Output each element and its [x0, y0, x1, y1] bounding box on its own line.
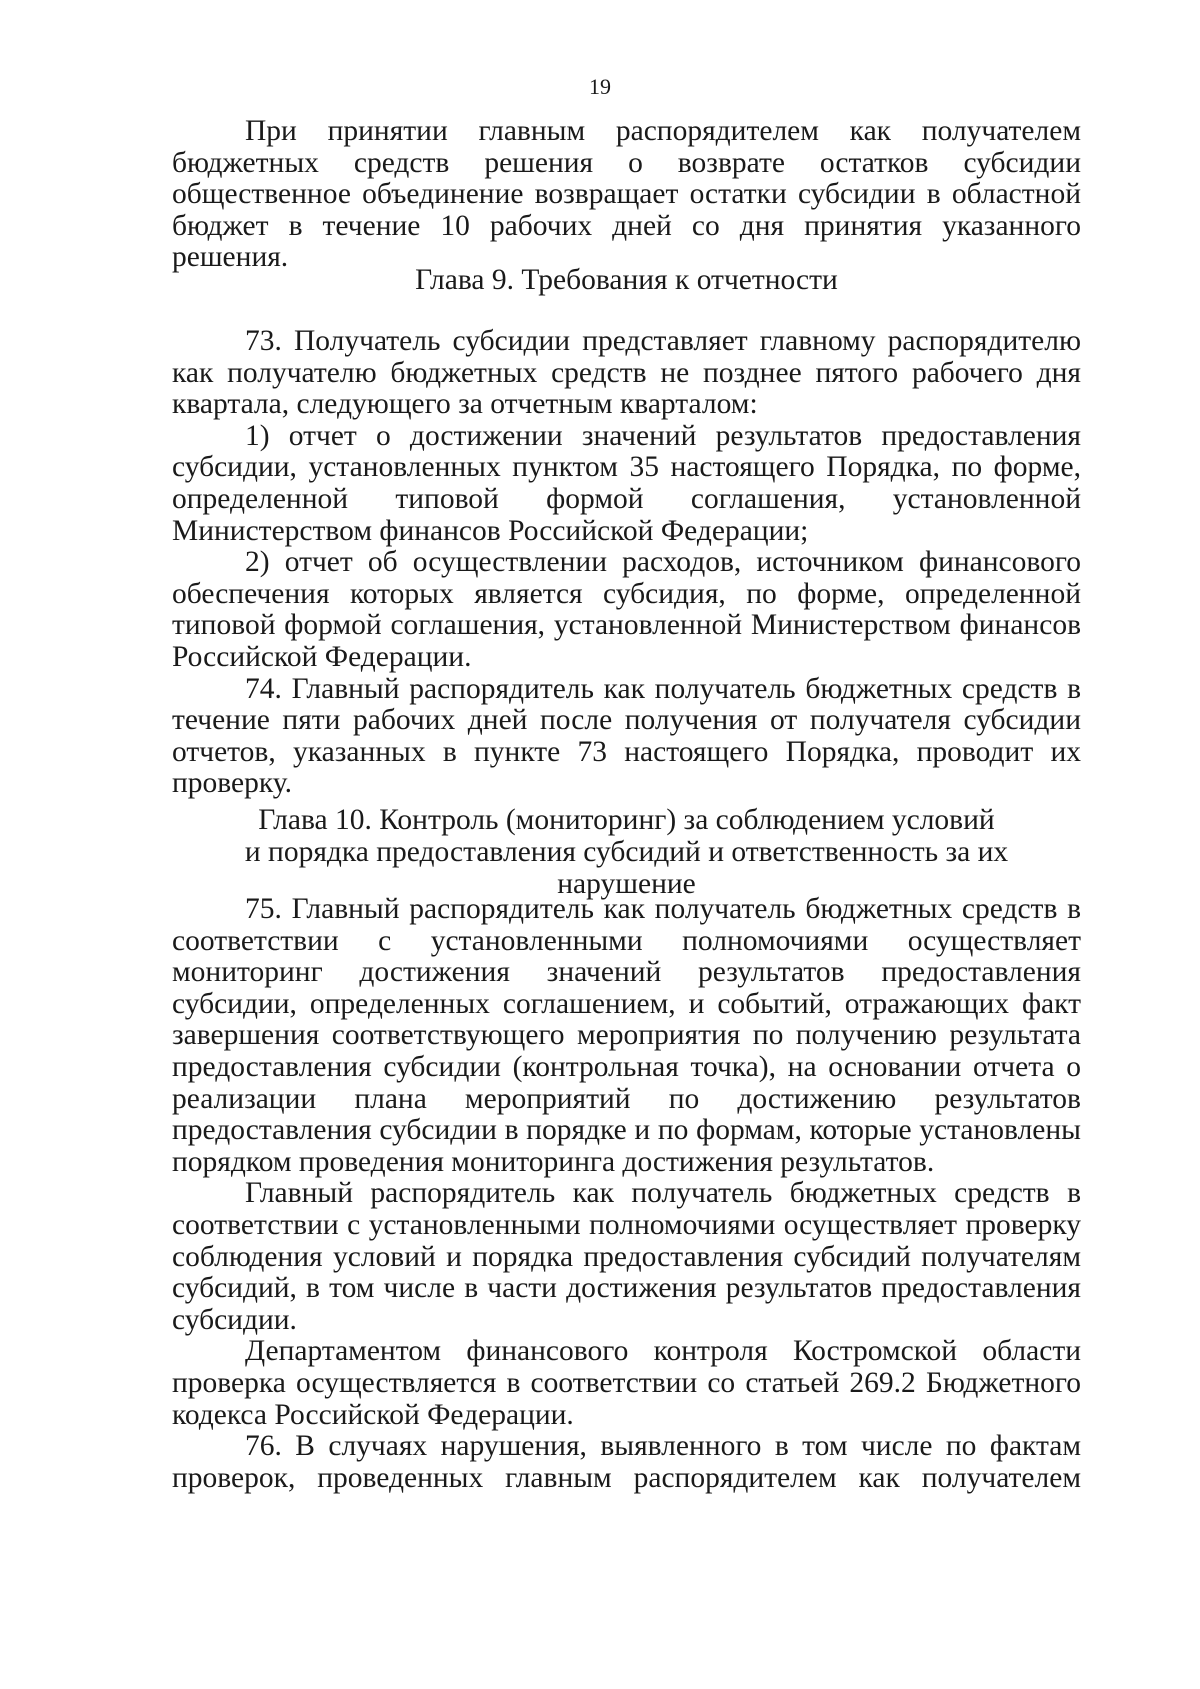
paragraph-75-verification: Главный распорядитель как получатель бюджетных средств в соответствии с установленными полномочиями осуществляет проверку соблюдения условий и порядка предоставления субсидий получателям субсидий, в том числе в части достижения результатов предоставления субсидии.: [172, 1177, 1081, 1336]
chapter-10-title-line-2: и порядка предоставления субсидий и ответственность за их нарушение: [244, 836, 1009, 900]
paragraph-76: 76. В случаях нарушения, выявленного в том числе по фактам проверок, проведенных главным распорядителем как получателем: [172, 1430, 1081, 1494]
paragraph-74: 74. Главный распорядитель как получатель бюджетных средств в течение пяти рабочих дней после получения от получателя субсидии отчетов, указанных в пункте 73 настоящего Порядка, проводит их проверку.: [172, 672, 1081, 800]
chapter-9-title: Глава 9. Требования к отчетности: [415, 264, 838, 296]
paragraph-75-financial-control: Департаментом финансового контроля Костромской области проверка осуществляется в соответствии со статьей 269.2 Бюджетного кодекса Российской Федерации.: [172, 1335, 1081, 1431]
chapter-10-title-line-1: Глава 10. Контроль (мониторинг) за соблюдением условий: [258, 804, 995, 836]
chapter-9-body: [172, 326, 1081, 800]
page-number: 19: [589, 74, 611, 99]
paragraph-73: 73. Получатель субсидии представляет главному распорядителю как получателю бюджетных средств не позднее пятого рабочего дня квартала, следующего за отчетным кварталом:: [172, 325, 1081, 421]
paragraph-return-of-remainder: При принятии главным распорядителем как получателем бюджетных средств решения о возврате остатков субсидии общественное объединение возвращает остатки субсидии в областной бюджет в течение 10 рабочих дней со дня принятия указанного решения.: [172, 115, 1081, 274]
chapter-10-body: [172, 894, 1081, 1494]
chapter-10-title: [172, 804, 1081, 900]
paragraph-73-item-1: 1) отчет о достижении значений результатов предоставления субсидии, установленных пунктом 35 настоящего Порядка, по форме, определенной типовой формой соглашения, установленной Министерством финансов Российской Федерации;: [172, 419, 1081, 547]
paragraph-75: 75. Главный распорядитель как получатель бюджетных средств в соответствии с установленными полномочиями осуществляет мониторинг достижения значений результатов предоставления субсидии, определенных соглашением, и событий, отражающих факт завершения соответствующего мероприятия по получению результата предоставления субсидии (контрольная точка), на основании отчета о реализации плана мероприятий по достижению результатов предоставления субсидии в порядке и по формам, которые установлены порядком проведения мониторинга достижения результатов.: [172, 893, 1081, 1178]
return-of-subsidy-section: [172, 116, 1081, 274]
paragraph-73-item-2: 2) отчет об осуществлении расходов, источником финансового обеспечения которых является субсидия, по форме, определенной типовой формой соглашения, установленной Министерством финансов Российской Федерации.: [172, 546, 1081, 673]
